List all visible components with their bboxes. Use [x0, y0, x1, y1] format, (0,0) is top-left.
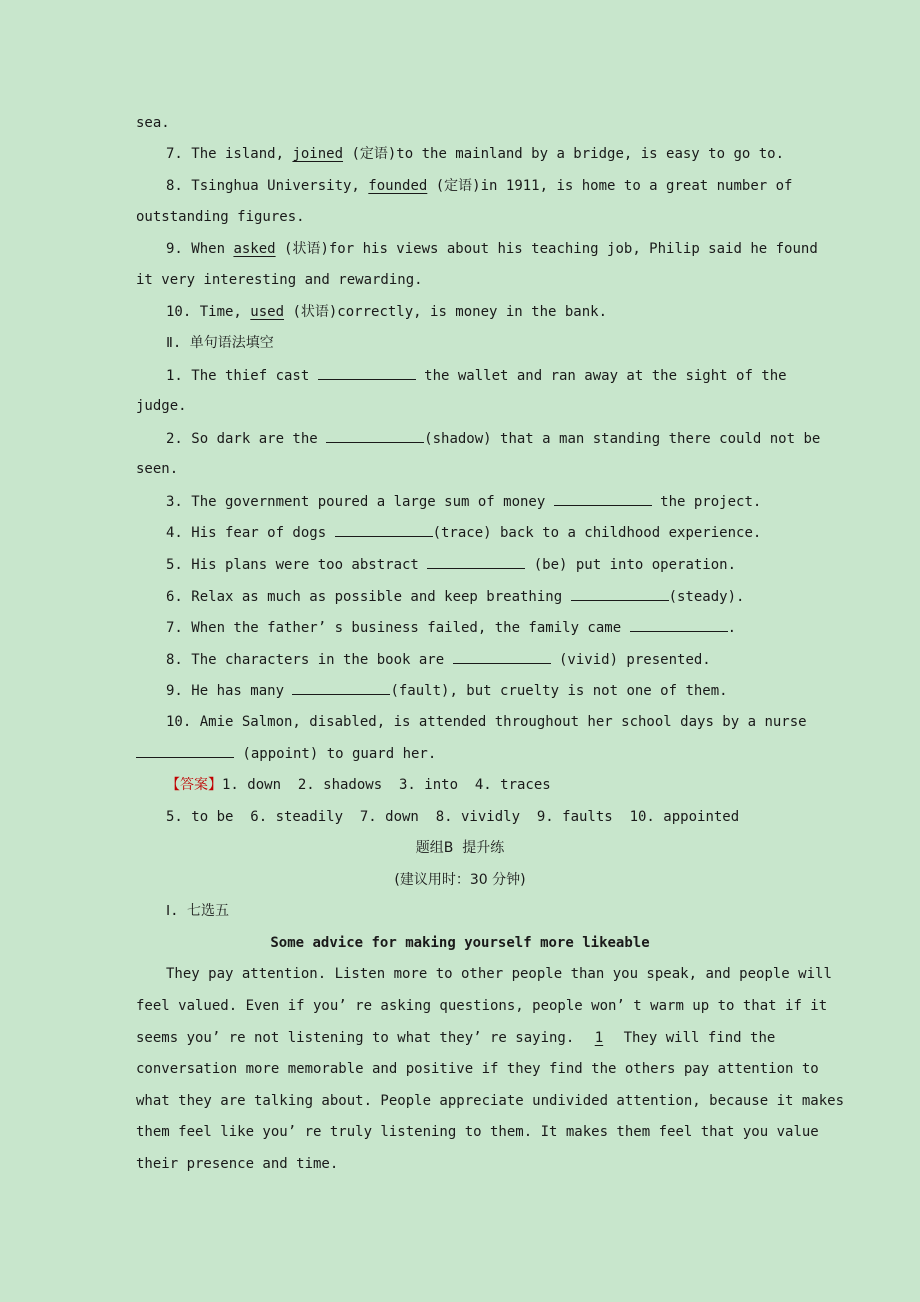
group-title: 题组B 提升练 — [415, 840, 505, 856]
question-9: 9. He has many (fault), but cruelty is not one of them. — [166, 680, 728, 701]
passage-line: seems you’ re not listening to what they’ re saying. 1 They will find the — [136, 1030, 776, 1046]
underlined-word: founded — [368, 178, 428, 194]
question-10: 10. Amie Salmon, disabled, is attended throughout her school days by a nurse — [166, 714, 807, 730]
answer-blank — [554, 491, 652, 506]
example-sentence-10: 10. Time, used (状语)correctly, is money in the bank. — [166, 304, 608, 320]
answer-blank — [136, 743, 234, 758]
underlined-word: joined — [292, 146, 344, 162]
answer-blank — [318, 365, 416, 380]
text-line: it very interesting and rewarding. — [136, 272, 423, 288]
question-3: 3. The government poured a large sum of money the project. — [166, 491, 761, 512]
answer-blank — [326, 428, 424, 443]
answer-blank — [453, 649, 551, 664]
question-2: 2. So dark are the (shadow) that a man standing there could not be — [166, 428, 820, 449]
question-4: 4. His fear of dogs (trace) back to a childhood experience. — [166, 522, 761, 543]
suggested-time: (建议用时：30 分钟) — [394, 872, 526, 888]
passage-line: them feel like you’ re truly listening to them. It makes them feel that you value — [136, 1124, 819, 1140]
question-10-cont: (appoint) to guard her. — [136, 743, 436, 764]
question-7: 7. When the father’ s business failed, the family came . — [166, 617, 736, 638]
question-8: 8. The characters in the book are (vivid) presented. — [166, 649, 711, 670]
answer-blank — [427, 554, 525, 569]
passage-line: They pay attention. Listen more to other people than you speak, and people will — [166, 966, 832, 982]
answer-blank — [335, 522, 433, 537]
answer-blank — [630, 617, 728, 632]
answer-line-1: 【答案】1. down 2. shadows 3. into 4. traces — [166, 777, 551, 793]
answer-blank — [571, 586, 669, 601]
text-line: seen. — [136, 461, 179, 477]
section-heading: Ⅱ. 单句语法填空 — [166, 335, 274, 351]
text-line: outstanding figures. — [136, 209, 305, 225]
text-line: judge. — [136, 398, 187, 414]
example-sentence-7: 7. The island, joined (定语)to the mainland by a bridge, is easy to go to. — [166, 146, 785, 162]
text-line: sea. — [136, 115, 170, 131]
answer-label: 【答案】 — [166, 777, 222, 793]
underlined-word: asked — [233, 241, 276, 257]
example-sentence-9: 9. When asked (状语)for his views about his teaching job, Philip said he found — [166, 241, 818, 257]
section-heading: Ⅰ. 七选五 — [166, 903, 229, 919]
answer-line-2: 5. to be 6. steadily 7. down 8. vividly 9. faults 10. appointed — [166, 809, 740, 825]
passage-line: what they are talking about. People appreciate undivided attention, because it makes — [136, 1093, 845, 1109]
question-5: 5. His plans were too abstract (be) put into operation. — [166, 554, 736, 575]
answer-blank — [292, 680, 390, 695]
passage-line: their presence and time. — [136, 1156, 339, 1172]
question-1: 1. The thief cast the wallet and ran away at the sight of the — [166, 365, 787, 386]
underlined-word: used — [250, 304, 285, 320]
example-sentence-8: 8. Tsinghua University, founded (定语)in 1911, is home to a great number of — [166, 178, 793, 194]
question-6: 6. Relax as much as possible and keep breathing (steady). — [166, 586, 744, 607]
numbered-blank: 1 — [594, 1030, 604, 1046]
passage-line: feel valued. Even if you’ re asking questions, people won’ t warm up to that if it — [136, 998, 828, 1014]
passage-line: conversation more memorable and positive if they find the others pay attention to — [136, 1061, 819, 1077]
passage-title: Some advice for making yourself more likeable — [270, 935, 650, 951]
